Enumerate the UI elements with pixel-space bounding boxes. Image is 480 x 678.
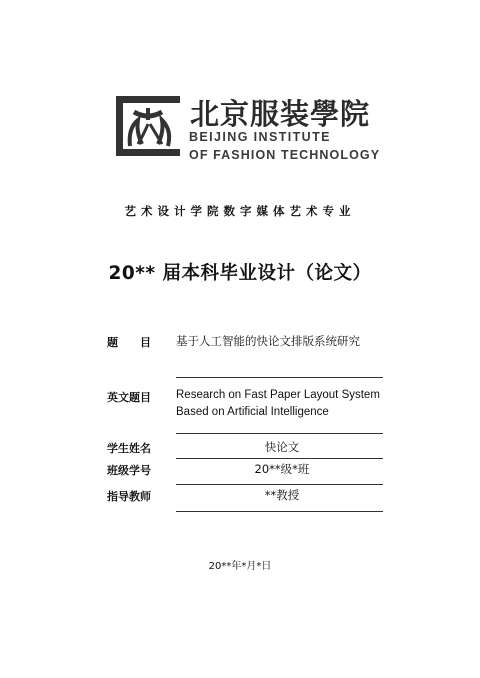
school-name-chinese: 北京服装學院 <box>190 97 371 131</box>
class-id-underline <box>176 484 383 485</box>
student-name-value: 快论文 <box>264 440 300 454</box>
advisor-label: 指导教师 <box>107 490 151 503</box>
english-topic-label: 英文题目 <box>107 391 151 404</box>
class-id-value: 20**级*班 <box>254 462 310 476</box>
student-name-label: 学生姓名 <box>107 442 151 455</box>
advisor-underline <box>176 511 383 512</box>
topic-underline <box>176 377 383 378</box>
topic-value: 基于人工智能的快论文排版系统研究 <box>176 334 360 348</box>
topic-label: 题 目 <box>107 336 151 349</box>
class-id-label: 班级学号 <box>107 464 151 477</box>
student-name-underline <box>176 458 383 459</box>
school-name-english-line1: BEIJING INSTITUTE <box>189 130 331 144</box>
department-heading: 艺术设计学院数字媒体艺术专业 <box>124 204 356 218</box>
school-name-english-line2: OF FASHION TECHNOLOGY <box>189 148 381 162</box>
date-line: 20**年*月*日 <box>208 561 272 572</box>
english-topic-value: Research on Fast Paper Layout System Based on Artificial Intelligence <box>176 389 380 418</box>
english-topic-underline <box>176 433 383 434</box>
thesis-main-title: 20** 届本科毕业设计（论文） <box>108 263 372 284</box>
bift-emblem-icon <box>114 94 182 158</box>
advisor-value: **教授 <box>264 488 300 502</box>
